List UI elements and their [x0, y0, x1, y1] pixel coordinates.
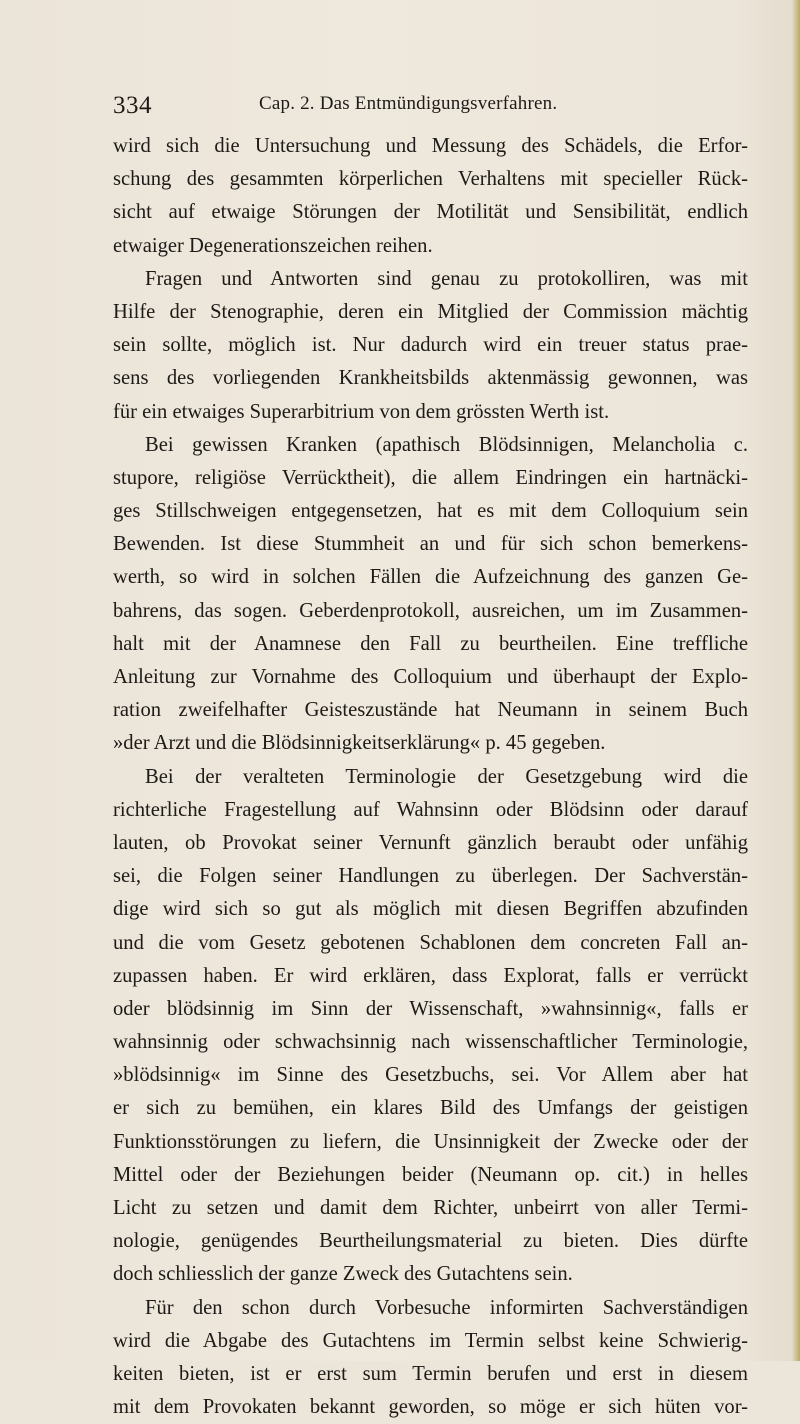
text-line: keiten bieten, ist er erst sum Termin berufen und erst in diesem [113, 1362, 748, 1385]
text-line: sei, die Folgen seiner Handlungen zu überlegen. Der Sachverstän- [113, 865, 748, 888]
text-line: nologie, genügendes Beurtheilungsmaterial zu bieten. Dies dürfte [113, 1230, 748, 1253]
text-line: halt mit der Anamnese den Fall zu beurtheilen. Eine treffliche [113, 632, 748, 655]
page-edge [792, 0, 800, 1361]
text-line: wird die Abgabe des Gutachtens im Termin selbst keine Schwierig- [113, 1329, 748, 1352]
text-line: richterliche Fragestellung auf Wahnsinn oder Blödsinn oder darauf [113, 798, 748, 821]
text-line: sicht auf etwaige Störungen der Motilität und Sensibilität, endlich [113, 201, 748, 224]
text-line: Licht zu setzen und damit dem Richter, unbeirrt von aller Termi- [113, 1197, 748, 1219]
text-line: er sich zu bemühen, ein klares Bild des Umfangs der geistigen [113, 1097, 748, 1120]
text-line: ges Stillschweigen entgegensetzen, hat es mit dem Colloquium sein [113, 500, 748, 523]
text-line: Bei der veralteten Terminologie der Gesetzgebung wird die [145, 765, 748, 788]
text-line: doch schliesslich der ganze Zweck des Gutachtens sein. [113, 1263, 573, 1286]
text-line: sein sollte, möglich ist. Nur dadurch wird ein treuer status prae- [113, 334, 748, 357]
page-number: 334 [113, 92, 152, 119]
text-line: bahrens, das sogen. Geberdenprotokoll, ausreichen, um im Zusammen- [113, 599, 748, 622]
text-line: etwaiger Degenerationszeichen reihen. [113, 234, 433, 257]
text-line: schung des gesammten körperlichen Verhaltens mit specieller Rück- [113, 168, 748, 191]
text-line: wahnsinnig oder schwachsinnig nach wissenschaftlicher Terminologie, [113, 1031, 748, 1054]
text-line: sens des vorliegenden Krankheitsbilds aktenmässig gewonnen, was [113, 367, 748, 390]
text-line: Bei gewissen Kranken (apathisch Blödsinnigen, Melancholia c. [145, 433, 748, 456]
text-line: Anleitung zur Vornahme des Colloquium und überhaupt der Explo- [113, 666, 748, 688]
text-line: Funktionsstörungen zu liefern, die Unsinnigkeit der Zwecke oder der [113, 1130, 748, 1153]
text-line: für ein etwaiges Superarbitrium von dem grössten Werth ist. [113, 400, 610, 423]
text-line: lauten, ob Provokat seiner Vernunft gänzlich beraubt oder unfähig [113, 831, 748, 854]
text-line: mit dem Provokaten bekannt geworden, so möge er sich hüten vor- [113, 1396, 748, 1419]
text-line: Mittel oder der Beziehungen beider (Neumann op. cit.) in helles [113, 1163, 748, 1186]
page-header [0, 88, 800, 124]
text-line: stupore, religiöse Verrücktheit), die allem Eindringen ein hartnäcki- [113, 466, 748, 489]
text-line: zupassen haben. Er wird erklären, dass Explorat, falls er verrückt [113, 964, 748, 987]
text-line: und die vom Gesetz gebotenen Schablonen dem concreten Fall an- [113, 931, 748, 954]
text-line: wird sich die Untersuchung und Messung des Schädels, die Erfor- [113, 135, 748, 157]
text-line: Hilfe der Stenographie, deren ein Mitglied der Commission mächtig [113, 300, 748, 323]
text-line: »der Arzt und die Blödsinnigkeitserklärung« p. 45 gegeben. [113, 732, 606, 755]
text-line: dige wird sich so gut als möglich mit diesen Begriffen abzufinden [113, 898, 748, 921]
text-line: Für den schon durch Vorbesuche informirten Sachverständigen [145, 1296, 748, 1319]
text-line: oder blödsinnig im Sinn der Wissenschaft, »wahnsinnig«, falls er [113, 997, 748, 1020]
text-line: »blödsinnig« im Sinne des Gesetzbuchs, sei. Vor Allem aber hat [113, 1064, 748, 1087]
body-text [113, 130, 748, 1424]
text-line: werth, so wird in solchen Fällen die Aufzeichnung des ganzen Ge- [113, 566, 748, 589]
text-line: ration zweifelhafter Geisteszustände hat Neumann in seinem Buch [113, 699, 748, 722]
text-line: Bewenden. Ist diese Stummheit an und für sich schon bemerkens- [113, 533, 748, 556]
running-head: Cap. 2. Das Entmündigungsverfahren. [259, 93, 558, 114]
text-line: Fragen und Antworten sind genau zu protokolliren, was mit [145, 267, 748, 290]
